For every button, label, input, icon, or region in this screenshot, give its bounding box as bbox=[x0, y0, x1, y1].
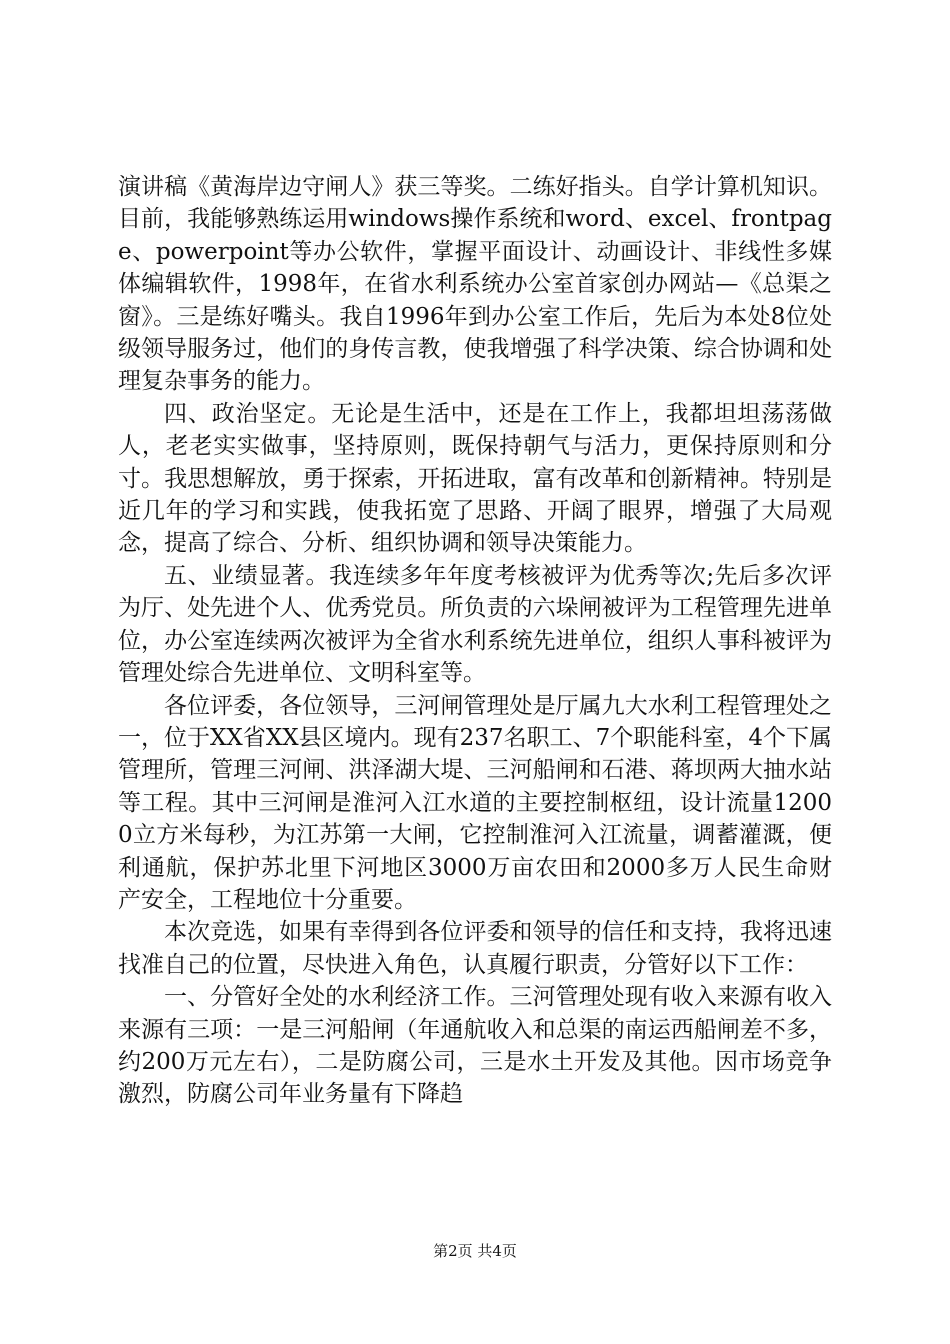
paragraph-continuation: 演讲稿《黄海岸边守闸人》获三等奖。二练好指头。自学计算机知识。目前，我能够熟练运用windows操作系统和word、excel、frontpage、powerpoint等办公软件，掌握平面设计、动画设计、非线性多媒体编辑软件，1998年，在省水利系统办公室首家创办网站—《总渠之窗》。三是练好嘴头。我自1996年到办公室工作后，先后为本处8位处级领导服务过，他们的身传言教，使我增强了科学决策、综合协调和处理复杂事务的能力。 bbox=[118, 174, 832, 395]
paragraph-campaign: 本次竞选，如果有幸得到各位评委和领导的信任和支持，我将迅速找准自己的位置，尽快进入角色，认真履行职责，分管好以下工作： bbox=[118, 919, 832, 978]
paragraph-economy: 一、分管好全处的水利经济工作。三河管理处现有收入来源有收入来源有三项：一是三河船闸（年通航收入和总渠的南运西船闸差不多，约200万元左右），二是防腐公司，三是水土开发及其他。因市场竞争激烈，防腐公司年业务量有下降趋 bbox=[118, 984, 832, 1108]
paragraph-sanhe-intro: 各位评委，各位领导，三河闸管理处是厅属九大水利工程管理处之一，位于XX省XX县区境内。现有237名职工、7个职能科室，4个下属管理所，管理三河闸、洪泽湖大堤、三河船闸和石港、蒋坝两大抽水站等工程。其中三河闸是淮河入江水道的主要控制枢纽，设计流量12000立方米每秒，为江苏第一大闸，它控制淮河入江流量，调蓄灌溉，便利通航，保护苏北里下河地区3000万亩农田和2000多万人民生命财产安全，工程地位十分重要。 bbox=[118, 692, 832, 913]
paragraph-achievements: 五、业绩显著。我连续多年年度考核被评为优秀等次;先后多次评为厅、处先进个人、优秀党员。所负责的六垛闸被评为工程管理先进单位，办公室连续两次被评为全省水利系统先进单位，组织人事科被评为管理处综合先进单位、文明科室等。 bbox=[118, 562, 832, 687]
paragraph-political: 四、政治坚定。无论是生活中，还是在工作上，我都坦坦荡荡做人，老老实实做事，坚持原则，既保持朝气与活力，更保持原则和分寸。我思想解放，勇于探索，开拓进取，富有改革和创新精神。特别是近几年的学习和实践，使我拓宽了思路、开阔了眼界，增强了大局观念，提高了综合、分析、组织协调和领导决策能力。 bbox=[118, 400, 832, 557]
page-footer: 第2页 共4页 bbox=[433, 1242, 517, 1260]
document-body bbox=[118, 171, 832, 1111]
